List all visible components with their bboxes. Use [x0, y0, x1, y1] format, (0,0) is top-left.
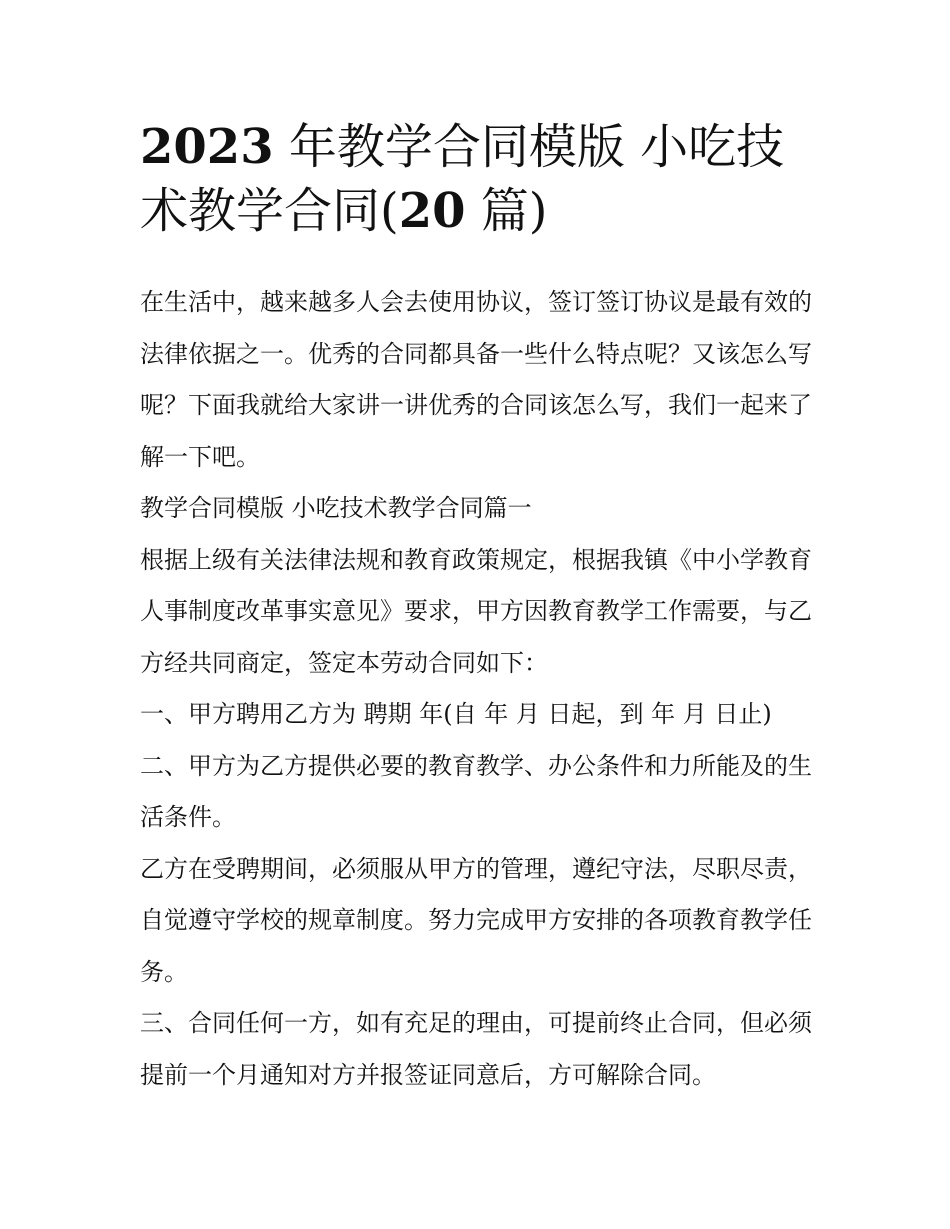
section-heading: 教学合同模版 小吃技术教学合同篇一 — [140, 494, 532, 522]
title-suffix: 篇) — [480, 183, 548, 239]
clause-one: 一、甲方聘用乙方为 聘期 年(自 年 月 日起，到 年 月 日止) — [140, 700, 772, 728]
document-body — [140, 277, 815, 1101]
clause-two-obligations: 乙方在受聘期间，必须服从甲方的管理，遵纪守法，尽职尽责，自觉遵守学校的规章制度。努力完成甲方安排的各项教育教学任务。 — [140, 854, 812, 986]
title-text: 年教学合同模版 小吃技术教学合同( — [140, 119, 785, 239]
document-title — [140, 115, 820, 243]
contract-preamble: 根据上级有关法律法规和教育政策规定，根据我镇《中小学教育人事制度改革事实意见》要求，甲方因教育教学工作需要，与乙方经共同商定，签定本劳动合同如下： — [140, 545, 812, 677]
intro-paragraph: 在生活中，越来越多人会去使用协议，签订签订协议是最有效的法律依据之一。优秀的合同都具备一些什么特点呢？又该怎么写呢？下面我就给大家讲一讲优秀的合同该怎么写，我们一起来了解一下吧。 — [140, 288, 812, 471]
title-year: 2023 — [140, 119, 274, 175]
clause-three: 三、合同任何一方，如有充足的理由，可提前终止合同，但必须提前一个月通知对方并报签证同意后，方可解除合同。 — [140, 1009, 812, 1089]
title-count: 20 — [398, 183, 466, 239]
clause-two: 二、甲方为乙方提供必要的教育教学、办公条件和力所能及的生活条件。 — [140, 751, 812, 831]
